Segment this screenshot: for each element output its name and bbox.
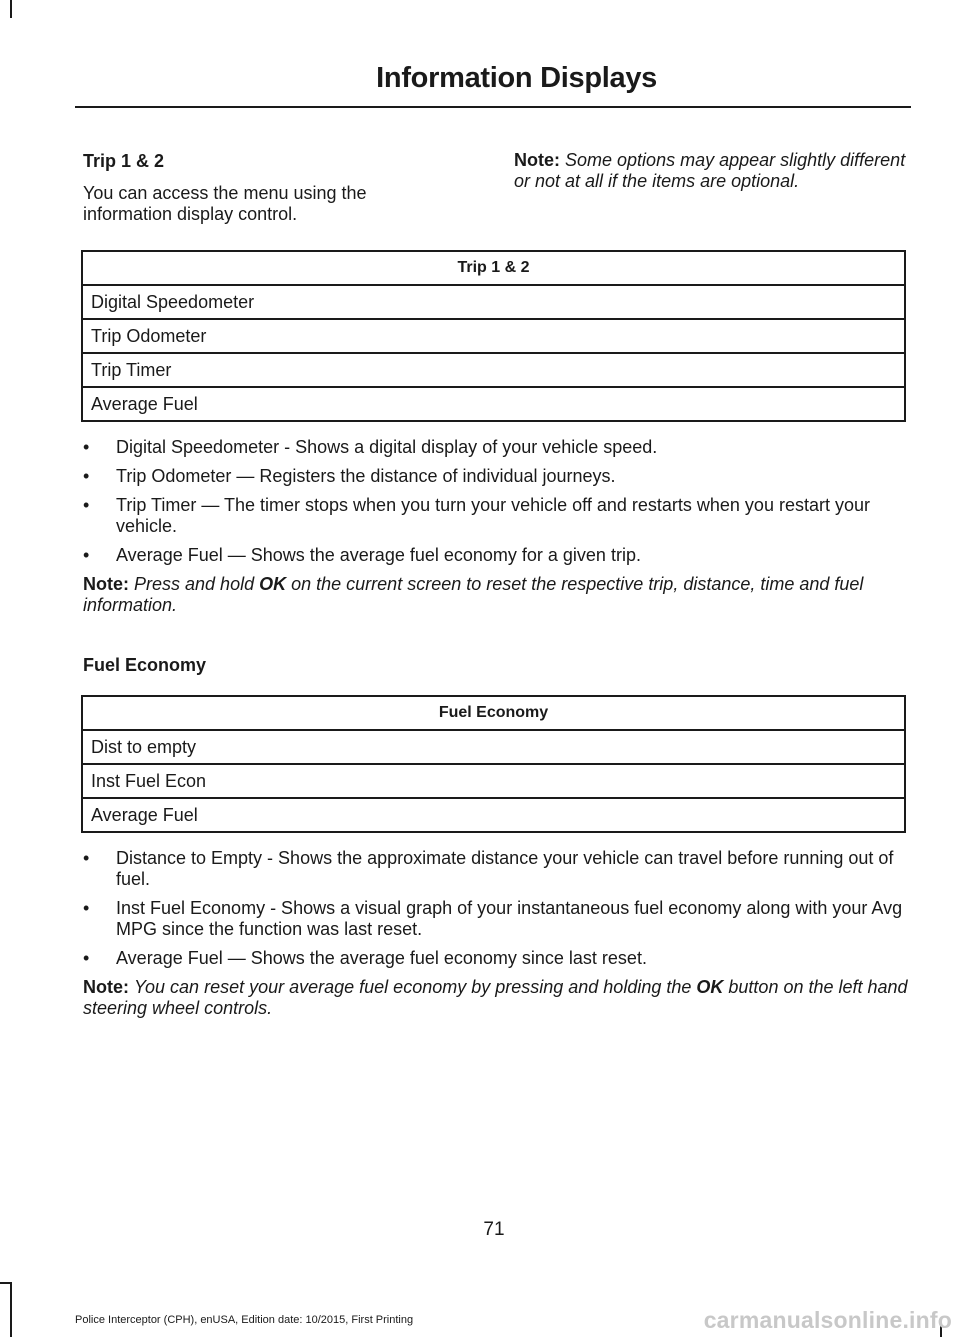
- table-row: Average Fuel: [82, 387, 905, 421]
- fuel-bullet-list: [83, 848, 907, 977]
- header-divider: [75, 106, 911, 108]
- list-item: • Digital Speedometer - Shows a digital display of your vehicle speed.: [83, 437, 907, 458]
- page-number: 71: [483, 1219, 505, 1240]
- options-note-label: Note:: [514, 150, 560, 170]
- fuel-note-text-after: button on the left hand steering wheel controls.: [83, 977, 908, 1018]
- list-item: • Trip Timer — The timer stops when you turn your vehicle off and restarts when you restart your vehicle.: [83, 495, 907, 537]
- fuel-note-text-before: You can reset your average fuel economy by pressing and holding the: [134, 977, 692, 997]
- page-title: Information Displays: [376, 62, 657, 94]
- fuel-economy-heading: Fuel Economy: [83, 655, 207, 675]
- fuel-menu-table: [81, 695, 906, 833]
- table-row: Trip Timer: [82, 353, 905, 387]
- trip-table-header: Trip 1 & 2: [82, 251, 905, 285]
- trip-intro-text: You can access the menu using the information display control.: [83, 183, 367, 224]
- trip-heading: Trip 1 & 2: [83, 151, 165, 171]
- fuel-table-header: Fuel Economy: [82, 696, 905, 730]
- options-note: [514, 150, 906, 192]
- ok-label: OK: [696, 977, 724, 997]
- trip-menu-table: [81, 250, 906, 422]
- trip-note-text-after: on the current screen to reset the respective trip, distance, time and fuel information.: [83, 574, 864, 615]
- list-item: • Inst Fuel Economy - Shows a visual graph of your instantaneous fuel economy along with your Avg MPG since the function was last reset.: [83, 898, 907, 940]
- list-item: • Average Fuel — Shows the average fuel economy since last reset.: [83, 948, 907, 969]
- trip-bullet-list: [83, 437, 907, 574]
- trip-note-label: Note:: [83, 574, 129, 594]
- crop-mark-bottom-left-h: [0, 1282, 12, 1284]
- ok-label: OK: [259, 574, 287, 594]
- list-item: • Distance to Empty - Shows the approximate distance your vehicle can travel before running out of fuel.: [83, 848, 907, 890]
- intro-left-column: [83, 150, 453, 225]
- crop-mark-top-left: [10, 0, 12, 18]
- watermark: carmanualsonline.info: [703, 1307, 952, 1333]
- list-item: • Trip Odometer — Registers the distance of individual journeys.: [83, 466, 907, 487]
- trip-note-text-before: Press and hold: [134, 574, 255, 594]
- table-row: Dist to empty: [82, 730, 905, 764]
- table-row: Trip Odometer: [82, 319, 905, 353]
- footer-edition-text: Police Interceptor (CPH), enUSA, Edition date: 10/2015, First Printing: [75, 1314, 414, 1326]
- table-row: Digital Speedometer: [82, 285, 905, 319]
- list-item: • Average Fuel — Shows the average fuel economy for a given trip.: [83, 545, 907, 566]
- crop-mark-bottom-left: [10, 1282, 12, 1337]
- trip-reset-note: [83, 574, 909, 616]
- fuel-note-label: Note:: [83, 977, 129, 997]
- table-row: Inst Fuel Econ: [82, 764, 905, 798]
- intro-right-column: [514, 150, 906, 192]
- options-note-text: Some options may appear slightly different or not at all if the items are optional.: [514, 150, 906, 191]
- fuel-reset-note: [83, 977, 909, 1019]
- table-row: Average Fuel: [82, 798, 905, 832]
